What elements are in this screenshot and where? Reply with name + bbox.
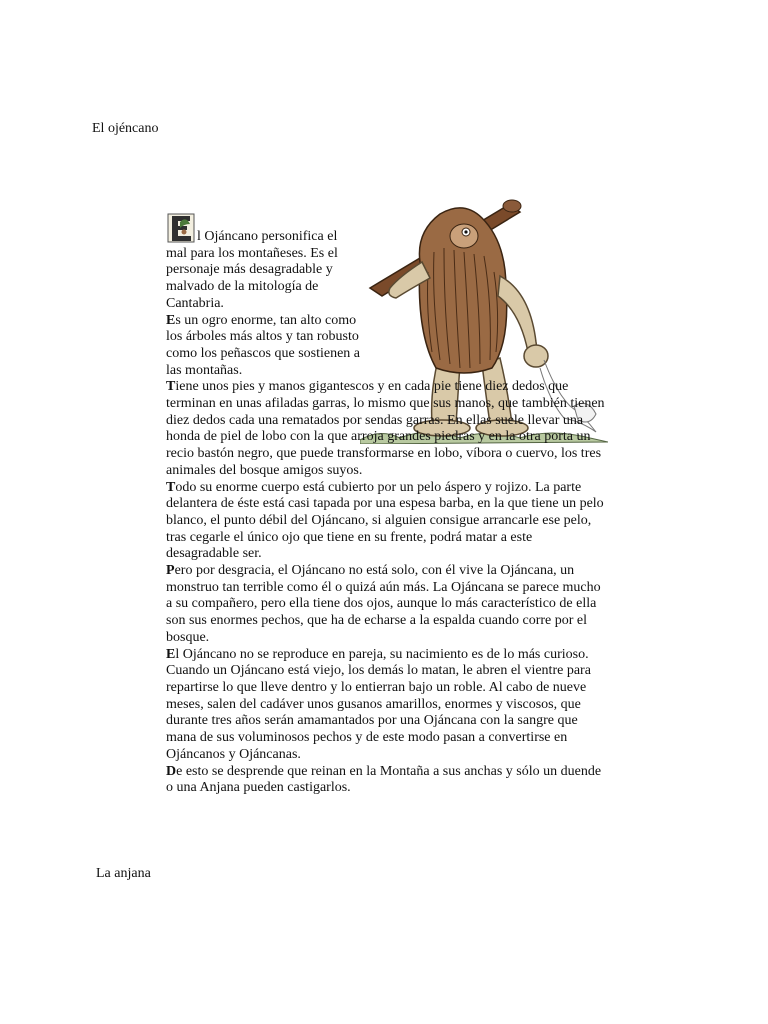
document-title: El ojéncano [92,121,159,136]
paragraph-text: odo su enorme cuerpo está cubierto por un pelo áspero y rojizo. La parte delantera de éste está casi tapada por una espesa barba, en la que tiene un pelo blanco, el punto débil del Ojáncano, si alguien consigue arrancarle ese pelo, tras cegarle el único ojo que tiene en su frente, podrá matar a este desagradable ser. [166,479,604,562]
intro-text: l Ojáncano personifica el mal para los montañeses. Es el personaje más desagradable y malvado de la mitología de Cantabria. [166,229,338,311]
paragraph-text: iene unos pies y manos gigantescos y en cada pie tiene diez dedos que terminan en unas afiladas garras, lo mismo que sus manos, que también tienen diez dedos cada una rematados por sendas garras. En ellas suele llevar una honda de piel de lobo con la que arroja grandes piedras y en la otra porta un recio bastón negro, que puede transformarse en lobo, víbora o cuervo, los tres animales del bosque amigos suyos. [166,379,605,478]
paragraph-initial: T [166,479,176,495]
paragraph-text: s un ogro enorme, tan alto como los árboles más altos y tan robusto como los peñascos que sostienen a las montañas. [166,312,361,378]
intro-paragraph [166,212,360,313]
paragraph-initial: P [166,563,175,579]
paragraph-text: l Ojáncano no se reproduce en pareja, su nacimiento es de lo más curioso. Cuando un Ojáncano está viejo, los demás lo matan, le abren el vientre para repartirse lo que lleve dentro y lo entierran bajo un roble. Al cabo de nueve meses, salen del cadáver unos gusanos amarillos, enormes y viscosos, que durante tres años serán amamantados por una Ojáncana con la sangre que mana de sus voluminosos pechos y de este modo pasan a convertirse en Ojáncanos y Ojáncanas. [166,646,591,762]
paragraph-4 [166,563,608,647]
paragraph-5 [166,647,608,764]
paragraph-text: e esto se desprende que reinan en la Montaña a sus anchas y sólo un duende o una Anjana pueden castigarlos. [166,763,602,796]
section-title-la-anjana: La anjana [96,866,151,881]
paragraph-3 [166,480,608,564]
paragraph-6 [166,764,608,797]
paragraph-1 [166,313,360,380]
paragraph-2 [166,379,608,479]
article-body [166,212,608,797]
paragraph-initial: T [166,379,176,395]
paragraph-text: ero por desgracia, el Ojáncano no está solo, con él vive la Ojáncana, un monstruo tan terrible como él o quizá aún más. La Ojáncana se parece mucho a su compañero, pero ella tiene dos ojos, aunque lo más característico de ella son sus enormes pechos, que ha de echarse a la espalda cuando corre por el bosque. [166,563,601,645]
paragraph-initial: D [166,763,177,779]
paragraph-initial: E [166,646,176,662]
paragraph-initial: E [166,312,176,328]
ornamental-letter-e-icon [166,212,196,244]
